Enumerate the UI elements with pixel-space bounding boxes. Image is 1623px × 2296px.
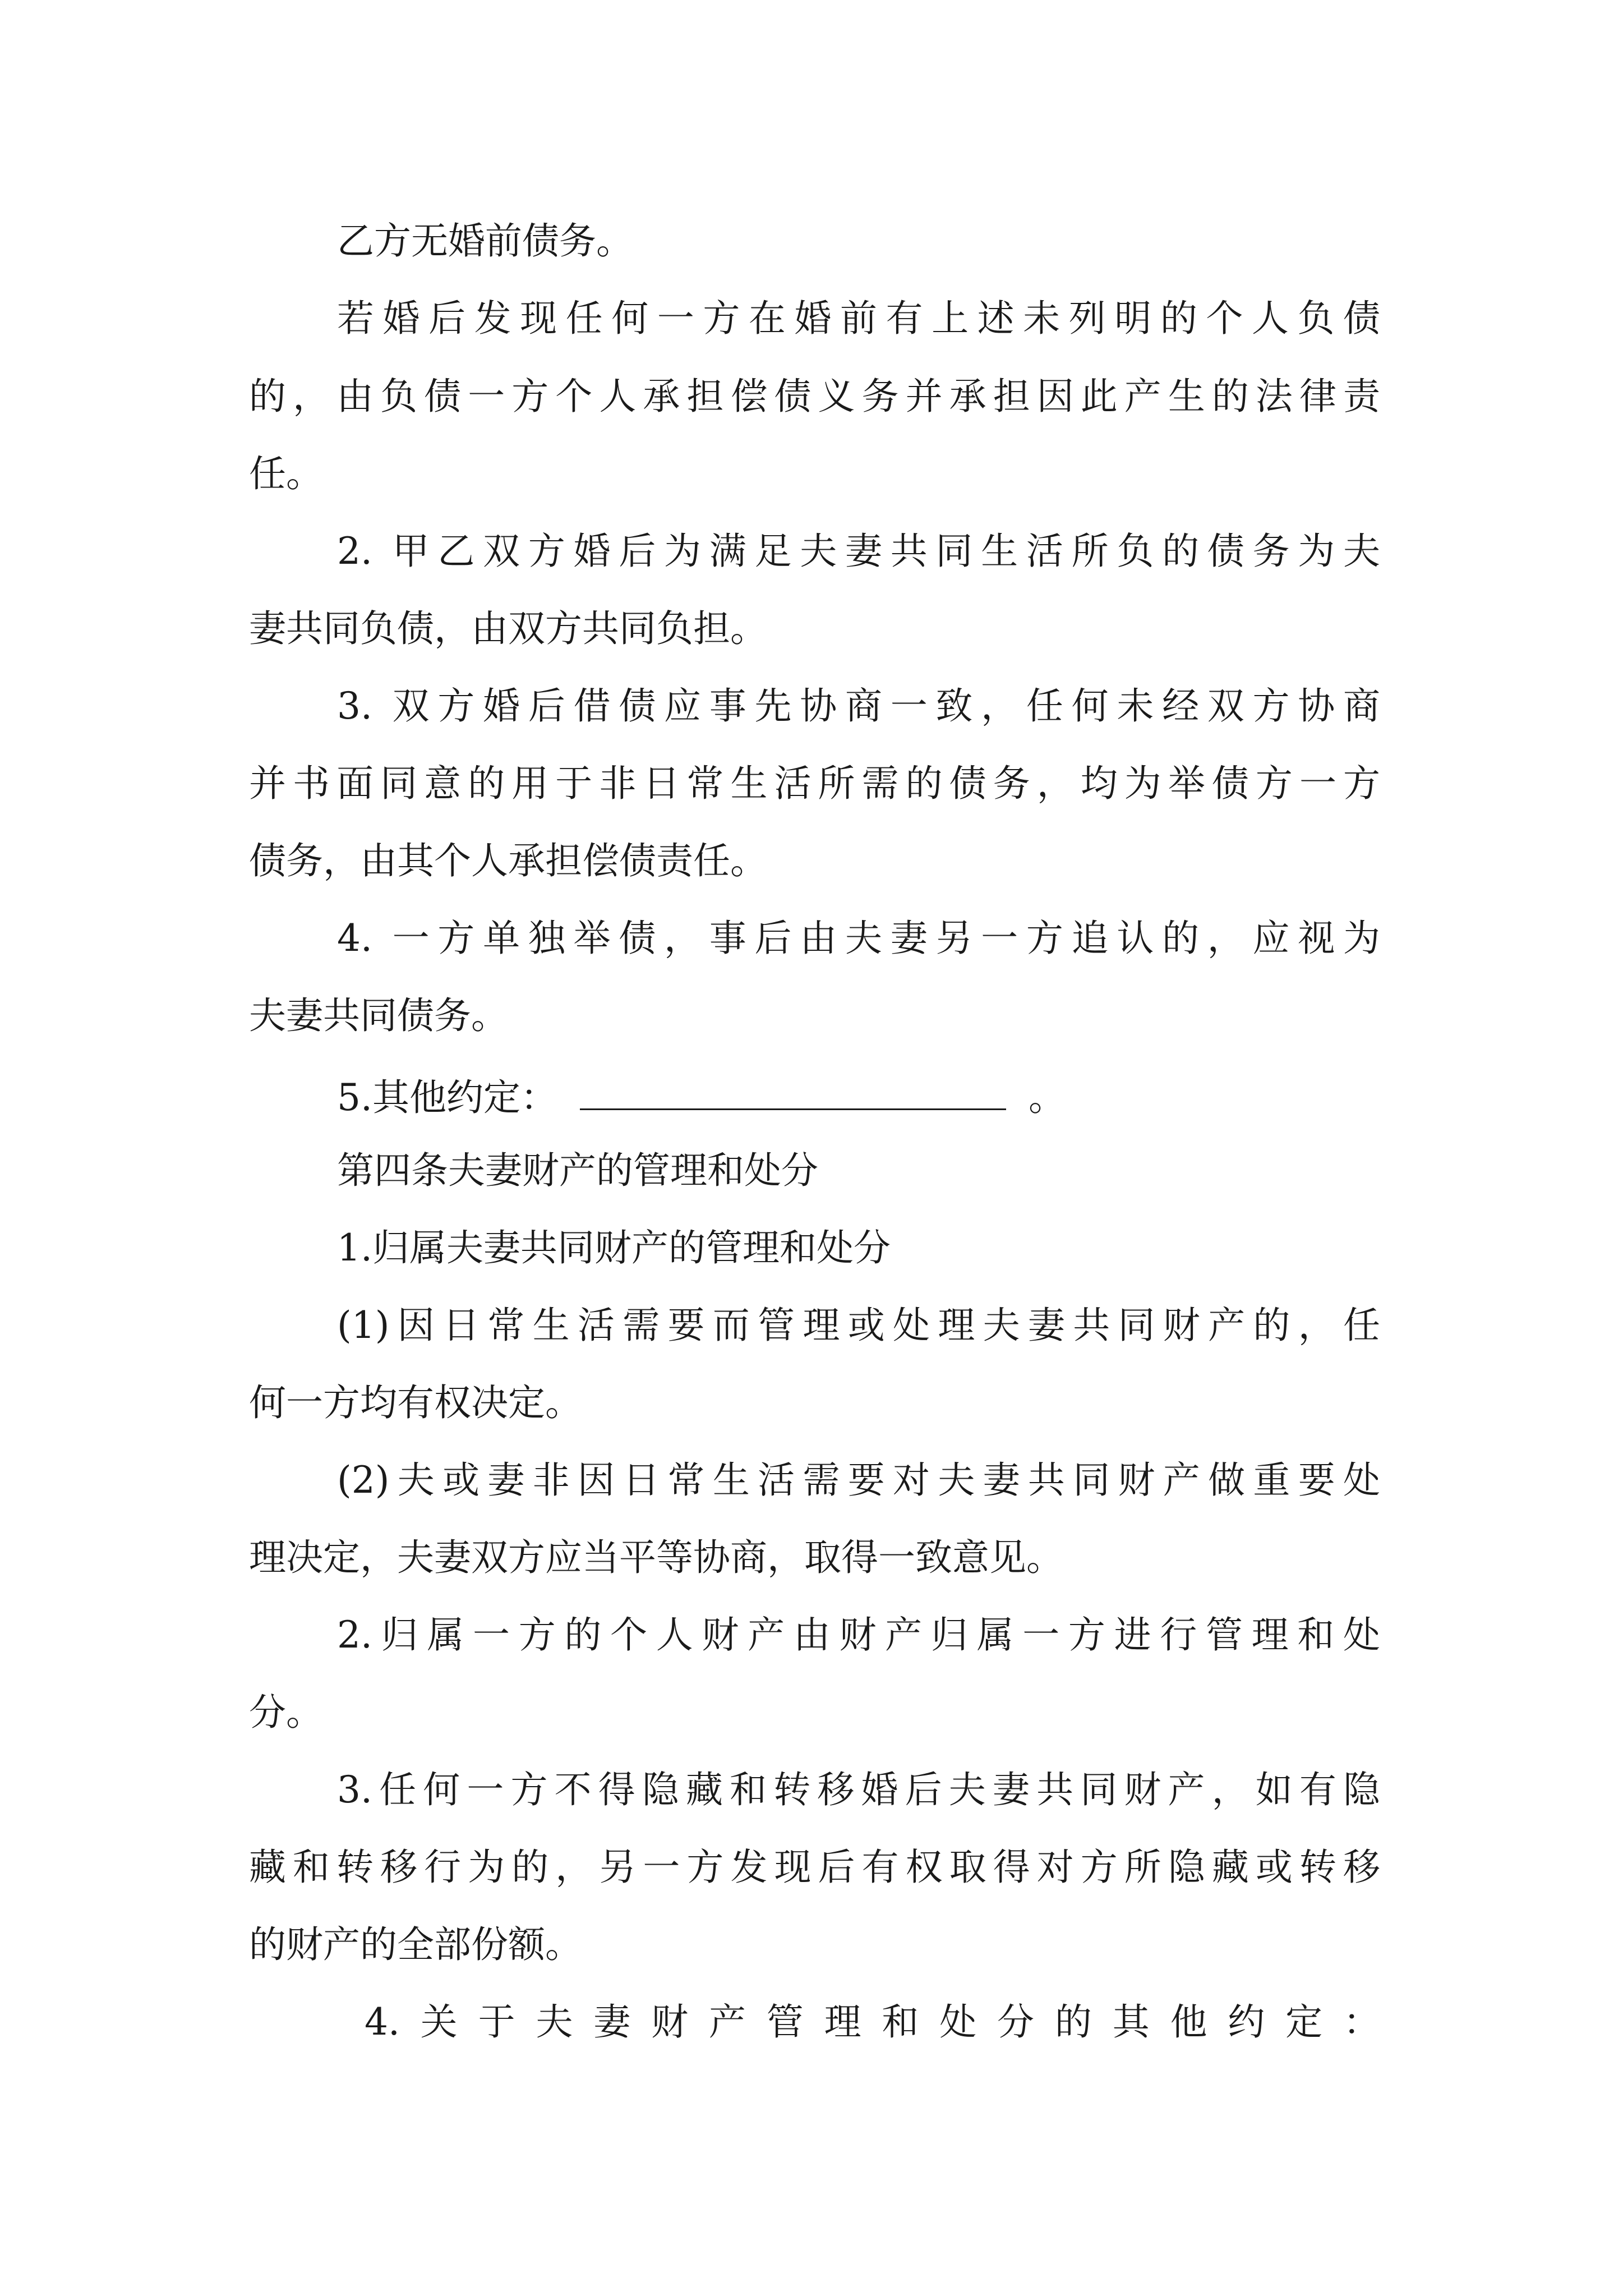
other-agreement-line xyxy=(337,1075,1066,1119)
text-line: (2)夫或妻非因日常生活需要对夫妻共同财产做重要处 xyxy=(337,1458,1380,1502)
other-agreement-label: 5.其他约定： xyxy=(337,1076,557,1119)
text-line: 分。 xyxy=(249,1691,323,1734)
text-line: 2. 甲乙双方婚后为满足夫妻共同生活所负的债务为夫 xyxy=(337,530,1380,573)
text-line: 若婚后发现任何一方在婚前有上述未列明的个人负债 xyxy=(337,297,1380,340)
text-line: 的，由负债一方个人承担偿债义务并承担因此产生的法律责 xyxy=(249,375,1380,418)
text-line: 并书面同意的用于非日常生活所需的债务，均为举债方一方 xyxy=(249,762,1380,805)
text-line: 4. 一方单独举债，事后由夫妻另一方追认的，应视为 xyxy=(337,917,1380,960)
text-line: (1)因日常生活需要而管理或处理夫妻共同财产的，任 xyxy=(337,1304,1380,1347)
text-line: 夫妻共同债务。 xyxy=(249,994,508,1037)
text-line: 4.关于夫妻财产管理和处分的其他约定： xyxy=(365,2000,1380,2044)
text-line: 何一方均有权决定。 xyxy=(249,1381,582,1424)
text-line: 妻共同负债，由双方共同负担。 xyxy=(249,607,767,650)
text-line: 任。 xyxy=(249,452,323,495)
text-line: 理决定，夫妻双方应当平等协商，取得一致意见。 xyxy=(249,1536,1063,1579)
text-line: 3.任何一方不得隐藏和转移婚后夫妻共同财产，如有隐 xyxy=(337,1768,1380,1811)
text-line: 乙方无婚前债务。 xyxy=(337,219,633,263)
section-heading: 第四条夫妻财产的管理和处分 xyxy=(337,1149,818,1192)
period-mark: 。 xyxy=(1028,1076,1066,1119)
text-line: 的财产的全部份额。 xyxy=(249,1923,582,1966)
text-line: 3. 双方婚后借债应事先协商一致，任何未经双方协商 xyxy=(337,684,1380,728)
text-line: 债务，由其个人承担偿债责任。 xyxy=(249,839,767,882)
text-line: 2.归属一方的个人财产由财产归属一方进行管理和处 xyxy=(337,1613,1380,1657)
fill-in-blank xyxy=(580,1075,1006,1110)
text-line: 1.归属夫妻共同财产的管理和处分 xyxy=(337,1226,891,1269)
text-line: 藏和转移行为的，另一方发现后有权取得对方所隐藏或转移 xyxy=(249,1846,1380,1889)
